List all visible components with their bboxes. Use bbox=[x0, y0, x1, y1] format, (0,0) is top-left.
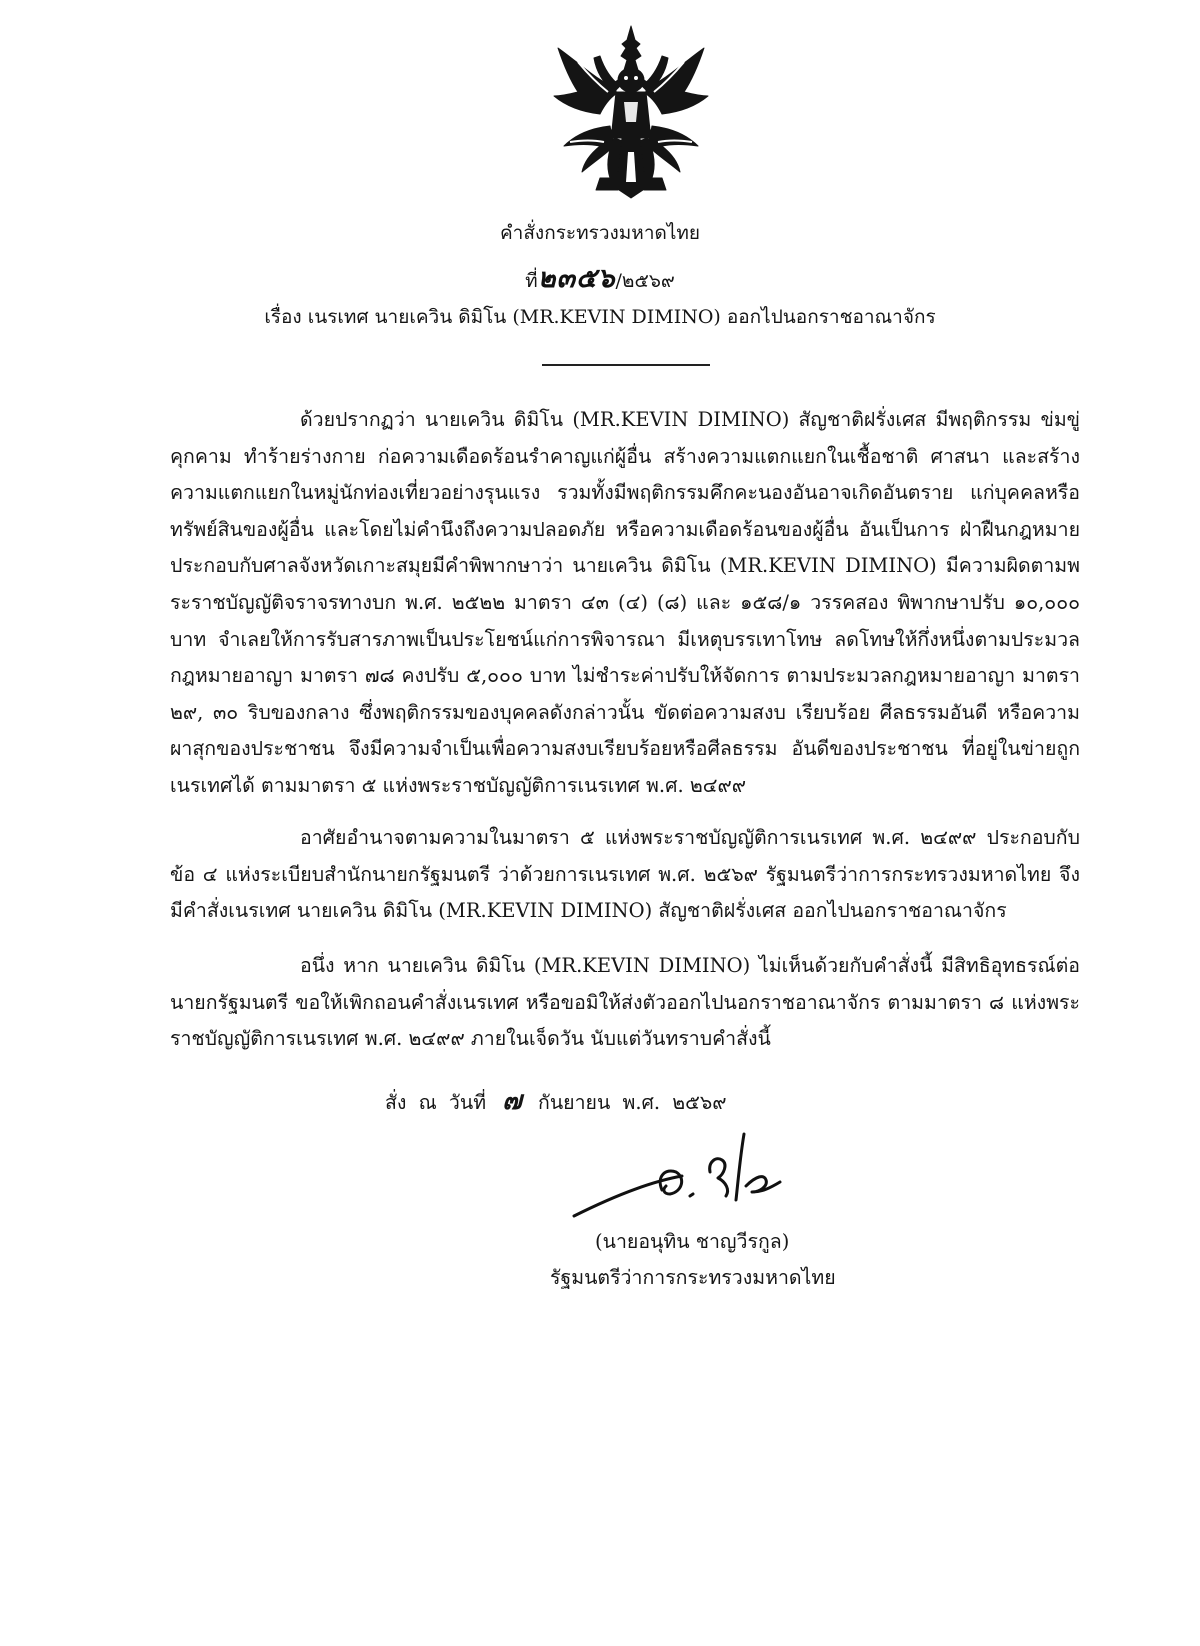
title-divider bbox=[542, 364, 710, 366]
body-paragraph-text: ด้วยปรากฏว่า นายเควิน ดิมิโน (MR.KEVIN DIMINO) สัญชาติฝรั่งเศส มีพฤติกรรม ข่มขู่ คุกคาม ทำร้ายร่างกาย ก่อความเดือดร้อนรำคาญแก่ผู้อื่น สร้างความแตกแยกในเชื้อชาติ ศาสนา และสร้างความแตกแยกในหมู่นักท่องเที่ยวอย่างรุนแรง รวมทั้งมีพฤติกรรมคึกคะนองอันอาจเกิดอันตราย แก่บุคคลหรือทรัพย์สินของผู้อื่น และโดยไม่คำนึงถึงความปลอดภัย หรือความเดือดร้อนของผู้อื่น อันเป็นการ ฝ่าฝืนกฎหมาย ประกอบกับศาลจังหวัดเกาะสมุยมีคำพิพากษาว่า นายเควิน ดิมิโน (MR.KEVIN DIMINO) มีความผิดตามพระราชบัญญัติจราจรทางบก พ.ศ. ๒๕๒๒ มาตรา ๔๓ (๔) (๘) และ ๑๕๘/๑ วรรคสอง พิพากษาปรับ ๑๐,๐๐๐ บาท จำเลยให้การรับสารภาพเป็นประโยชน์แก่การพิจารณา มีเหตุบรรเทาโทษ ลดโทษให้กึ่งหนึ่งตามประมวลกฎหมายอาญา มาตรา ๗๘ คงปรับ ๕,๐๐๐ บาท ไม่ชำระค่าปรับให้จัดการ ตามประมวลกฎหมายอาญา มาตรา ๒๙, ๓๐ ริบของกลาง ซึ่งพฤติกรรมของบุคคลดังกล่าวนั้น ขัดต่อความสงบ เรียบร้อย ศีลธรรมอันดี หรือความผาสุกของประชาชน จึงมีความจำเป็นเพื่อความสงบเรียบร้อยหรือศีลธรรม อันดีของประชาชน ที่อยู่ในข่ายถูกเนรเทศได้ ตามมาตรา ๕ แห่งพระราชบัญญัติการเนรเทศ พ.ศ. ๒๔๙๙ bbox=[170, 408, 1080, 797]
document-number bbox=[0, 256, 1200, 299]
body-paragraph-text: อนึ่ง หาก นายเควิน ดิมิโน (MR.KEVIN DIMINO) ไม่เห็นด้วยกับคำสั่งนี้ มีสิทธิอุทธรณ์ต่อ นายกรัฐมนตรี ขอให้เพิกถอนคำสั่งเนรเทศ หรือขอมิให้ส่งตัวออกไปนอกราชอาณาจักร ตามมาตรา ๘ แห่งพระราชบัญญัติการเนรเทศ พ.ศ. ๒๔๙๙ ภายในเจ็ดวัน นับแต่วันทราบคำสั่งนี้ bbox=[170, 954, 1080, 1051]
document-title: คำสั่งกระทรวงมหาดไทย bbox=[499, 222, 701, 244]
document-number-prefix: ที่ bbox=[525, 270, 538, 292]
document-number-year: /๒๕๖๙ bbox=[615, 270, 675, 292]
signer-name: (นายอนุทิน ชาญวีรกูล) bbox=[595, 1230, 790, 1253]
order-date-line bbox=[385, 1080, 727, 1121]
garuda-emblem-icon bbox=[548, 22, 714, 210]
order-date-prefix: สั่ง ณ วันที่ bbox=[385, 1091, 487, 1114]
handwritten-signature bbox=[570, 1128, 810, 1228]
order-date-day: ๗ bbox=[502, 1086, 522, 1116]
body-paragraph-1 bbox=[170, 402, 1080, 805]
order-date-suffix: กันยายน พ.ศ. ๒๕๖๙ bbox=[538, 1091, 727, 1114]
document-number-handwritten: ๒๓๕๖ bbox=[537, 263, 616, 294]
body-paragraph-3 bbox=[170, 948, 1080, 1058]
body-paragraph-2 bbox=[170, 820, 1080, 930]
document-subject: เรื่อง เนรเทศ นายเควิน ดิมิโน (MR.KEVIN DIMINO) ออกไปนอกราชอาณาจักร bbox=[264, 306, 936, 328]
signer-position: รัฐมนตรีว่าการกระทรวงมหาดไทย bbox=[550, 1266, 836, 1289]
body-paragraph-text: อาศัยอำนาจตามความในมาตรา ๕ แห่งพระราชบัญญัติการเนรเทศ พ.ศ. ๒๔๙๙ ประกอบกับ ข้อ ๔ แห่งระเบียบสำนักนายกรัฐมนตรี ว่าด้วยการเนรเทศ พ.ศ. ๒๕๖๙ รัฐมนตรีว่าการกระทรวงมหาดไทย จึงมีคำสั่งเนรเทศ นายเควิน ดิมิโน (MR.KEVIN DIMINO) สัญชาติฝรั่งเศส ออกไปนอกราชอาณาจักร bbox=[170, 826, 1080, 923]
